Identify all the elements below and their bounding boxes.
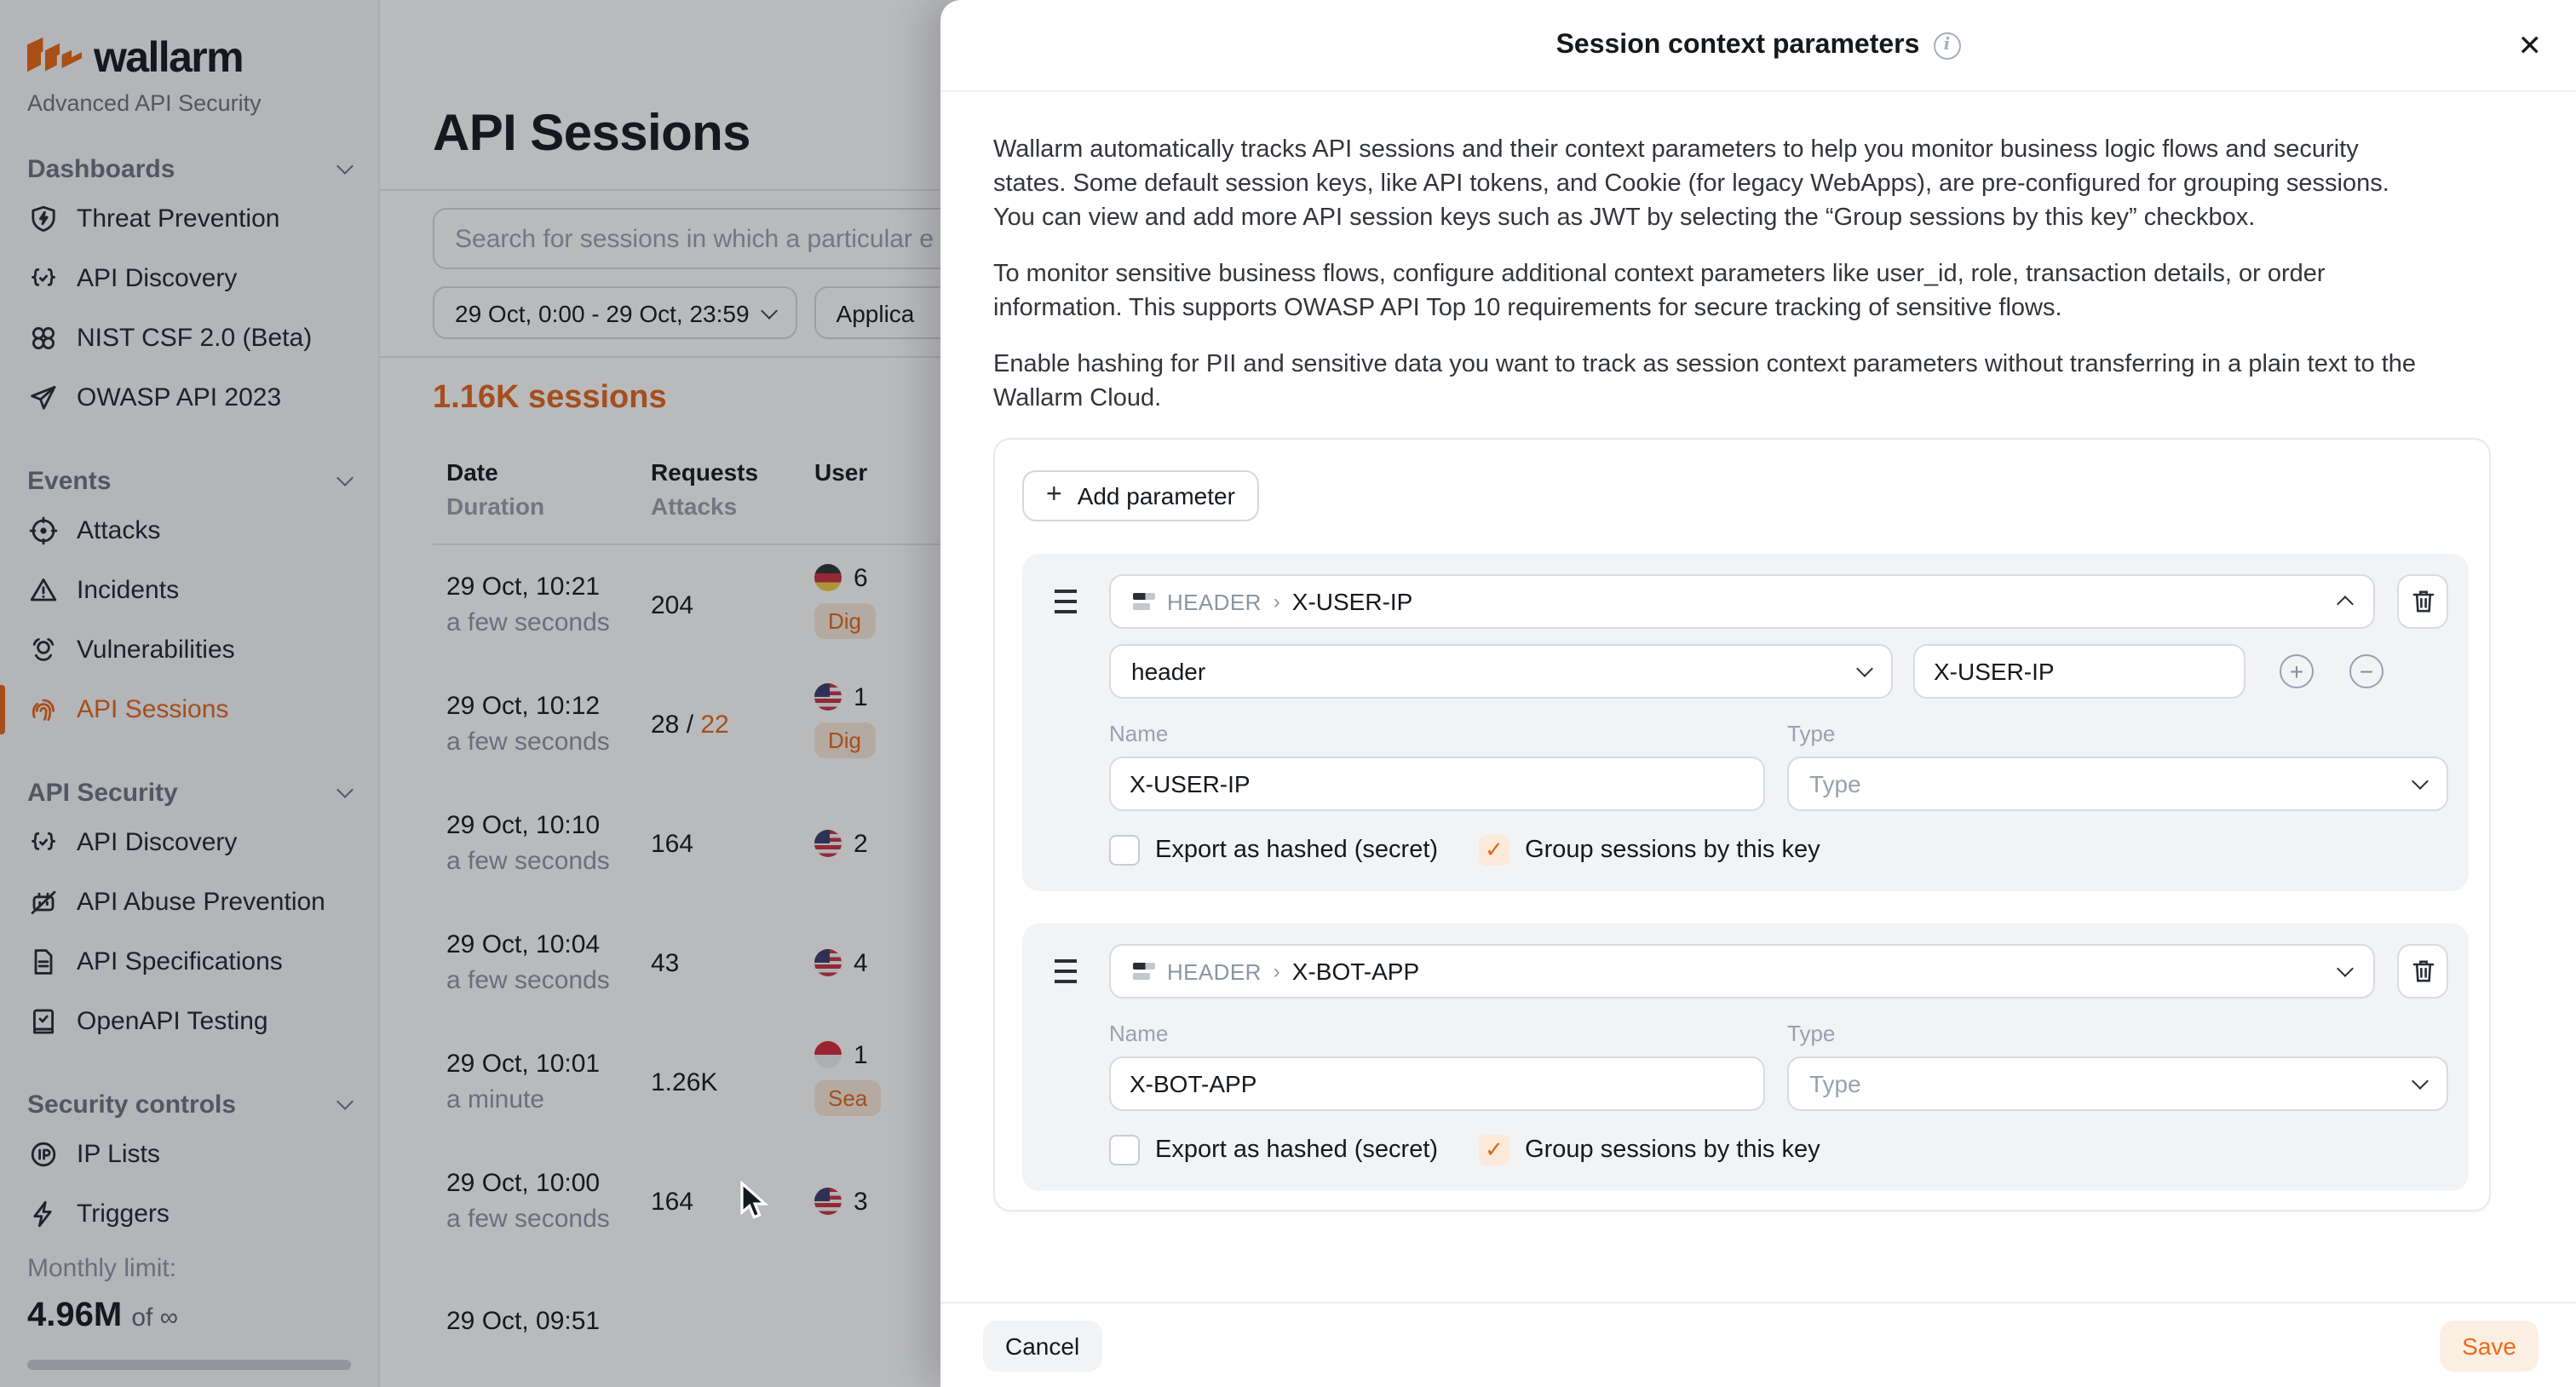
modal-paragraph: Wallarm automatically tracks API sessions and their context parameters to help you monitor business logic flows and security states. Some default session keys, like API tokens, and Cookie (for legacy WebApps), are pre-configured for grouping sessions. You can view and add more API session keys such as JWT by selecting the “Group sessions by this key” checkbox.	[993, 136, 2389, 232]
export-hashed-checkbox[interactable]: Export as hashed (secret)	[1109, 835, 1438, 866]
checkbox-checked-icon[interactable]: ✓	[1479, 835, 1509, 866]
chevron-down-icon	[2412, 773, 2429, 790]
checkbox-checked-icon[interactable]: ✓	[1479, 1135, 1509, 1165]
sessions-count: 1.16K sessions	[433, 380, 667, 416]
sidebar-item-api-discovery[interactable]: API Discovery	[27, 813, 351, 872]
chevron-down-icon	[2412, 1073, 2429, 1090]
session-date: 29 Oct, 10:04	[446, 930, 601, 959]
close-icon[interactable]: ✕	[2517, 29, 2542, 61]
info-icon[interactable]: i	[1933, 32, 1960, 59]
add-path-segment-button[interactable]: +	[2280, 654, 2314, 688]
chevron-down-icon	[2337, 960, 2354, 977]
modal-body	[940, 92, 2576, 1302]
parameter-type-select[interactable]: Type	[1787, 1056, 2448, 1111]
session-duration: a few seconds	[446, 728, 610, 757]
type-label: Type	[1787, 721, 1836, 746]
type-label: Type	[1787, 1021, 1836, 1046]
application-filter[interactable]: Applica	[814, 286, 1087, 339]
export-hashed-checkbox[interactable]: Export as hashed (secret)	[1109, 1135, 1438, 1165]
session-date: 29 Oct, 10:00	[446, 1169, 601, 1198]
parameter-block-x-user-ip	[1022, 554, 2469, 891]
sidebar-item-openapi-testing[interactable]: OpenAPI Testing	[27, 992, 351, 1051]
sidebar-item-threat-prevention[interactable]: Threat Prevention	[27, 189, 351, 249]
sidebar-section-api-security[interactable]: API Security	[27, 772, 351, 813]
session-duration: a minute	[446, 1085, 545, 1114]
mouse-cursor	[739, 1181, 768, 1230]
user-tag: Dig	[814, 722, 875, 757]
sidebar-section-security-controls[interactable]: Security controls	[27, 1084, 351, 1125]
session-date: 29 Oct, 10:21	[446, 573, 601, 601]
sidebar-item-nist-csf-2-0-beta-[interactable]: NIST CSF 2.0 (Beta)	[27, 308, 351, 368]
checkbox-unchecked-icon[interactable]	[1109, 835, 1140, 866]
sidebar-section-events[interactable]: Events	[27, 460, 351, 501]
group-sessions-checkbox[interactable]: ✓ Group sessions by this key	[1479, 1135, 1820, 1165]
parameter-key-select[interactable]: HEADER › X-BOT-APP	[1109, 944, 2375, 999]
modal-header	[940, 0, 2576, 92]
session-user: 1 Sea	[814, 1040, 1155, 1124]
parameter-key-select[interactable]: HEADER › X-USER-IP	[1109, 574, 2375, 629]
column-header-user[interactable]: User	[814, 458, 868, 486]
modal-footer	[940, 1302, 2576, 1387]
session-context-modal	[940, 0, 2576, 1387]
page-title: API Sessions	[433, 106, 750, 162]
header-location-icon	[1133, 962, 1155, 981]
session-requests: 164	[651, 829, 694, 858]
session-user: 3	[814, 1187, 1155, 1216]
sidebar-section-dashboards[interactable]: Dashboards	[27, 148, 351, 189]
sidebar-item-attacks[interactable]: Attacks	[27, 501, 351, 561]
date-range-filter[interactable]: 29 Oct, 0:00 - 29 Oct, 23:59	[433, 286, 797, 339]
session-requests: 43	[651, 948, 680, 977]
parameter-type-select[interactable]: Type	[1787, 757, 2448, 811]
session-duration: a few seconds	[446, 1205, 610, 1234]
key-value-input[interactable]	[1913, 644, 2245, 699]
monthly-limit-label: Monthly limit:	[27, 1254, 177, 1283]
sidebar-item-api-abuse-prevention[interactable]: API Abuse Prevention	[27, 872, 351, 932]
add-parameter-button[interactable]: + Add parameter	[1022, 470, 1259, 521]
chevron-up-icon	[2337, 596, 2354, 613]
monthly-limit-value: 4.96M	[27, 1297, 123, 1334]
modal-paragraph: Enable hashing for PII and sensitive data you want to track as session context parameters without transferring in a plain text to the Wallarm Cloud.	[993, 351, 2417, 412]
modal-paragraph: To monitor sensitive business flows, configure additional context parameters like user_id, role, transaction details, or order information. This supports OWASP API Top 10 requirements for secure tracking of sensitive flows.	[993, 261, 2326, 322]
column-header-requests[interactable]: Requests	[651, 458, 759, 486]
drag-handle-icon[interactable]	[1055, 958, 1077, 984]
sidebar-item-triggers[interactable]: Triggers	[27, 1184, 351, 1244]
sidebar-item-api-specifications[interactable]: API Specifications	[27, 932, 351, 992]
column-header-duration[interactable]: Duration	[446, 492, 545, 520]
user-tag: Dig	[814, 602, 875, 638]
sidebar-item-api-sessions[interactable]: API Sessions	[27, 680, 351, 740]
chevron-down-icon	[1856, 660, 1873, 677]
save-button[interactable]: Save	[2440, 1320, 2539, 1371]
user-tag: Sea	[814, 1079, 881, 1115]
session-requests: 28 / 22	[651, 710, 729, 739]
column-header-attacks[interactable]: Attacks	[651, 492, 738, 520]
sidebar-item-ip-lists[interactable]: IP Lists	[27, 1125, 351, 1184]
checkbox-unchecked-icon[interactable]	[1109, 1135, 1140, 1165]
session-requests: 1.26K	[651, 1068, 718, 1096]
column-header-date[interactable]: Date	[446, 458, 498, 486]
trash-icon	[2410, 588, 2435, 615]
delete-parameter-button[interactable]	[2397, 574, 2448, 629]
session-date: 29 Oct, 10:01	[446, 1050, 601, 1079]
drag-handle-icon[interactable]	[1055, 589, 1077, 614]
parameter-name-input[interactable]	[1109, 1056, 1765, 1111]
sidebar-item-api-discovery[interactable]: API Discovery	[27, 249, 351, 308]
plus-icon: +	[1046, 480, 1062, 509]
parameter-name-input[interactable]	[1109, 757, 1765, 811]
header-location-icon	[1133, 592, 1155, 611]
session-user: 4	[814, 948, 1155, 977]
session-user: 2	[814, 829, 1155, 858]
name-label: Name	[1109, 721, 1169, 746]
session-user: 1 Dig	[814, 682, 1155, 766]
modal-title: Session context parameters	[1555, 30, 1920, 59]
cancel-button[interactable]: Cancel	[983, 1320, 1101, 1371]
parameter-block-x-bot-app	[1022, 924, 2469, 1191]
remove-path-segment-button[interactable]: −	[2349, 654, 2383, 688]
session-duration: a few seconds	[446, 966, 610, 995]
session-date: 29 Oct, 10:12	[446, 692, 601, 721]
session-date: 29 Oct, 09:51	[446, 1306, 601, 1335]
sidebar-item-owasp-api-2023[interactable]: OWASP API 2023	[27, 368, 351, 428]
sidebar-item-incidents[interactable]: Incidents	[27, 561, 351, 620]
delete-parameter-button[interactable]	[2397, 944, 2448, 999]
logo-subtitle: Advanced API Security	[27, 90, 262, 116]
session-duration: a few seconds	[446, 847, 610, 876]
session-user: 6 Dig	[814, 563, 1155, 647]
logo-wordmark: wallarm	[94, 34, 244, 82]
session-requests: 204	[651, 590, 694, 619]
session-duration: a few seconds	[446, 608, 610, 637]
name-label: Name	[1109, 1021, 1169, 1046]
sidebar-item-vulnerabilities[interactable]: Vulnerabilities	[27, 620, 351, 680]
monthly-limit-suffix: of ∞	[131, 1304, 179, 1332]
session-requests: 164	[651, 1187, 694, 1216]
session-date: 29 Oct, 10:10	[446, 811, 601, 840]
trash-icon	[2410, 958, 2435, 985]
location-type-select[interactable]: header	[1109, 644, 1893, 699]
group-sessions-checkbox[interactable]: ✓ Group sessions by this key	[1479, 835, 1820, 866]
parameters-card	[993, 438, 2491, 1211]
